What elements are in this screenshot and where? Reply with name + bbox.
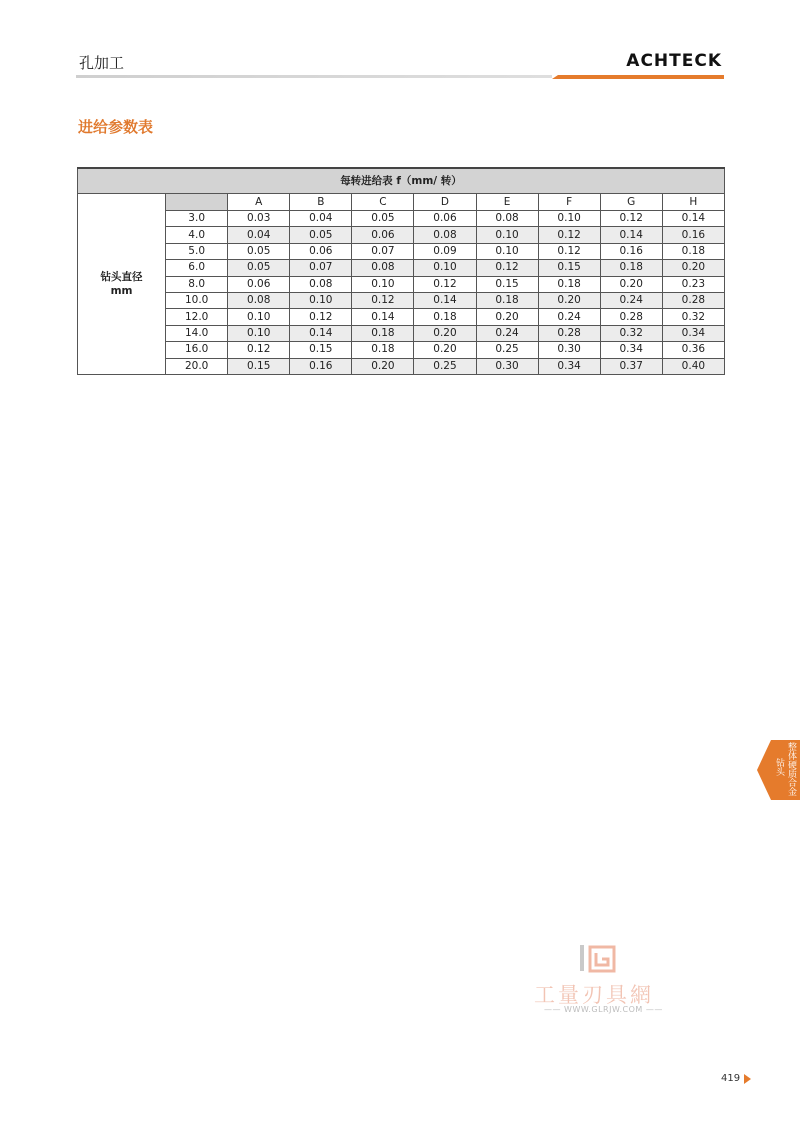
feed-value-cell: 0.32 bbox=[662, 309, 724, 325]
table-row bbox=[78, 292, 725, 308]
feed-value-cell: 0.36 bbox=[662, 342, 724, 358]
feed-value-cell: 0.14 bbox=[600, 227, 662, 243]
feed-value-cell: 0.20 bbox=[662, 260, 724, 276]
feed-value-cell: 0.10 bbox=[414, 260, 476, 276]
diameter-cell: 6.0 bbox=[166, 260, 228, 276]
feed-value-cell: 0.12 bbox=[352, 292, 414, 308]
column-header: D bbox=[414, 194, 476, 211]
feed-value-cell: 0.30 bbox=[476, 358, 538, 374]
side-tab-line2: 钻头 bbox=[774, 758, 784, 776]
side-tab-label bbox=[762, 742, 798, 800]
table-row bbox=[78, 325, 725, 341]
feed-value-cell: 0.10 bbox=[352, 276, 414, 292]
feed-value-cell: 0.12 bbox=[476, 260, 538, 276]
feed-value-cell: 0.14 bbox=[290, 325, 352, 341]
feed-value-cell: 0.34 bbox=[538, 358, 600, 374]
table-row bbox=[78, 260, 725, 276]
watermark-logo-icon bbox=[580, 943, 620, 975]
diameter-cell: 3.0 bbox=[166, 211, 228, 227]
feed-value-cell: 0.15 bbox=[476, 276, 538, 292]
page-arrow-icon bbox=[744, 1074, 751, 1084]
feed-value-cell: 0.14 bbox=[352, 309, 414, 325]
feed-value-cell: 0.18 bbox=[414, 309, 476, 325]
feed-value-cell: 0.10 bbox=[228, 325, 290, 341]
feed-value-cell: 0.20 bbox=[414, 342, 476, 358]
diameter-cell: 16.0 bbox=[166, 342, 228, 358]
feed-value-cell: 0.08 bbox=[414, 227, 476, 243]
feed-value-cell: 0.24 bbox=[476, 325, 538, 341]
feed-value-cell: 0.07 bbox=[352, 243, 414, 259]
feed-value-cell: 0.10 bbox=[538, 211, 600, 227]
feed-value-cell: 0.08 bbox=[290, 276, 352, 292]
feed-value-cell: 0.09 bbox=[414, 243, 476, 259]
feed-value-cell: 0.24 bbox=[600, 292, 662, 308]
brand-logo: ACHTECK bbox=[626, 51, 722, 71]
feed-value-cell: 0.28 bbox=[538, 325, 600, 341]
feed-value-cell: 0.10 bbox=[290, 292, 352, 308]
side-tab-line1: 整体硬质合金 bbox=[786, 742, 796, 796]
feed-value-cell: 0.07 bbox=[290, 260, 352, 276]
feed-value-cell: 0.40 bbox=[662, 358, 724, 374]
header-blank-cell bbox=[166, 194, 228, 211]
table-row bbox=[78, 227, 725, 243]
table-row bbox=[78, 211, 725, 227]
feed-value-cell: 0.28 bbox=[600, 309, 662, 325]
table-row bbox=[78, 342, 725, 358]
table-row bbox=[78, 243, 725, 259]
feed-value-cell: 0.08 bbox=[228, 292, 290, 308]
diameter-cell: 10.0 bbox=[166, 292, 228, 308]
feed-value-cell: 0.12 bbox=[600, 211, 662, 227]
feed-value-cell: 0.18 bbox=[600, 260, 662, 276]
feed-value-cell: 0.06 bbox=[290, 243, 352, 259]
feed-value-cell: 0.16 bbox=[290, 358, 352, 374]
feed-rate-table bbox=[77, 167, 725, 375]
feed-value-cell: 0.04 bbox=[290, 211, 352, 227]
column-header: C bbox=[352, 194, 414, 211]
feed-value-cell: 0.06 bbox=[414, 211, 476, 227]
feed-value-cell: 0.12 bbox=[414, 276, 476, 292]
feed-value-cell: 0.08 bbox=[352, 260, 414, 276]
feed-value-cell: 0.25 bbox=[414, 358, 476, 374]
feed-value-cell: 0.05 bbox=[228, 260, 290, 276]
feed-value-cell: 0.12 bbox=[538, 243, 600, 259]
column-header: F bbox=[538, 194, 600, 211]
feed-value-cell: 0.28 bbox=[662, 292, 724, 308]
table-row bbox=[78, 358, 725, 374]
feed-value-cell: 0.34 bbox=[600, 342, 662, 358]
feed-value-cell: 0.12 bbox=[290, 309, 352, 325]
column-header: E bbox=[476, 194, 538, 211]
feed-value-cell: 0.08 bbox=[476, 211, 538, 227]
feed-value-cell: 0.18 bbox=[476, 292, 538, 308]
feed-value-cell: 0.25 bbox=[476, 342, 538, 358]
feed-value-cell: 0.15 bbox=[228, 358, 290, 374]
feed-value-cell: 0.32 bbox=[600, 325, 662, 341]
diameter-cell: 20.0 bbox=[166, 358, 228, 374]
feed-value-cell: 0.12 bbox=[228, 342, 290, 358]
feed-value-cell: 0.05 bbox=[290, 227, 352, 243]
diameter-cell: 14.0 bbox=[166, 325, 228, 341]
table-row bbox=[78, 276, 725, 292]
feed-value-cell: 0.20 bbox=[352, 358, 414, 374]
feed-value-cell: 0.14 bbox=[662, 211, 724, 227]
feed-value-cell: 0.10 bbox=[228, 309, 290, 325]
feed-value-cell: 0.03 bbox=[228, 211, 290, 227]
page-heading: 进给参数表 bbox=[78, 118, 154, 136]
table-row bbox=[78, 309, 725, 325]
feed-value-cell: 0.10 bbox=[476, 243, 538, 259]
row-header-unit: mm bbox=[110, 284, 133, 297]
feed-value-cell: 0.16 bbox=[600, 243, 662, 259]
feed-value-cell: 0.05 bbox=[352, 211, 414, 227]
feed-value-cell: 0.34 bbox=[662, 325, 724, 341]
column-header: A bbox=[228, 194, 290, 211]
column-header: G bbox=[600, 194, 662, 211]
feed-value-cell: 0.20 bbox=[538, 292, 600, 308]
watermark-url: —— WWW.GLRJW.COM —— bbox=[544, 1005, 663, 1014]
diameter-cell: 12.0 bbox=[166, 309, 228, 325]
feed-value-cell: 0.05 bbox=[228, 243, 290, 259]
feed-value-cell: 0.20 bbox=[600, 276, 662, 292]
table-title: 每转进给表 f（mm/ 转） bbox=[78, 168, 725, 194]
row-header-drill-diameter bbox=[78, 194, 166, 375]
header-rule-orange bbox=[552, 75, 724, 79]
diameter-cell: 5.0 bbox=[166, 243, 228, 259]
feed-value-cell: 0.24 bbox=[538, 309, 600, 325]
feed-value-cell: 0.04 bbox=[228, 227, 290, 243]
feed-value-cell: 0.18 bbox=[662, 243, 724, 259]
diameter-cell: 4.0 bbox=[166, 227, 228, 243]
page-number: 419 bbox=[721, 1073, 741, 1084]
feed-value-cell: 0.15 bbox=[538, 260, 600, 276]
feed-value-cell: 0.37 bbox=[600, 358, 662, 374]
diameter-cell: 8.0 bbox=[166, 276, 228, 292]
feed-value-cell: 0.18 bbox=[352, 342, 414, 358]
feed-value-cell: 0.23 bbox=[662, 276, 724, 292]
feed-value-cell: 0.18 bbox=[538, 276, 600, 292]
row-header-label: 钻头直径 bbox=[100, 270, 143, 283]
feed-value-cell: 0.06 bbox=[352, 227, 414, 243]
column-header: H bbox=[662, 194, 724, 211]
feed-value-cell: 0.12 bbox=[538, 227, 600, 243]
feed-value-cell: 0.10 bbox=[476, 227, 538, 243]
feed-value-cell: 0.18 bbox=[352, 325, 414, 341]
feed-value-cell: 0.20 bbox=[476, 309, 538, 325]
feed-value-cell: 0.20 bbox=[414, 325, 476, 341]
watermark-text: 工量刃具網 bbox=[534, 983, 654, 1007]
table-header-row bbox=[78, 194, 725, 211]
header-rule-gray bbox=[76, 75, 552, 78]
column-header: B bbox=[290, 194, 352, 211]
feed-value-cell: 0.14 bbox=[414, 292, 476, 308]
table-title-row bbox=[78, 168, 725, 194]
feed-value-cell: 0.16 bbox=[662, 227, 724, 243]
feed-value-cell: 0.06 bbox=[228, 276, 290, 292]
feed-value-cell: 0.15 bbox=[290, 342, 352, 358]
section-title: 孔加工 bbox=[79, 54, 125, 72]
feed-value-cell: 0.30 bbox=[538, 342, 600, 358]
